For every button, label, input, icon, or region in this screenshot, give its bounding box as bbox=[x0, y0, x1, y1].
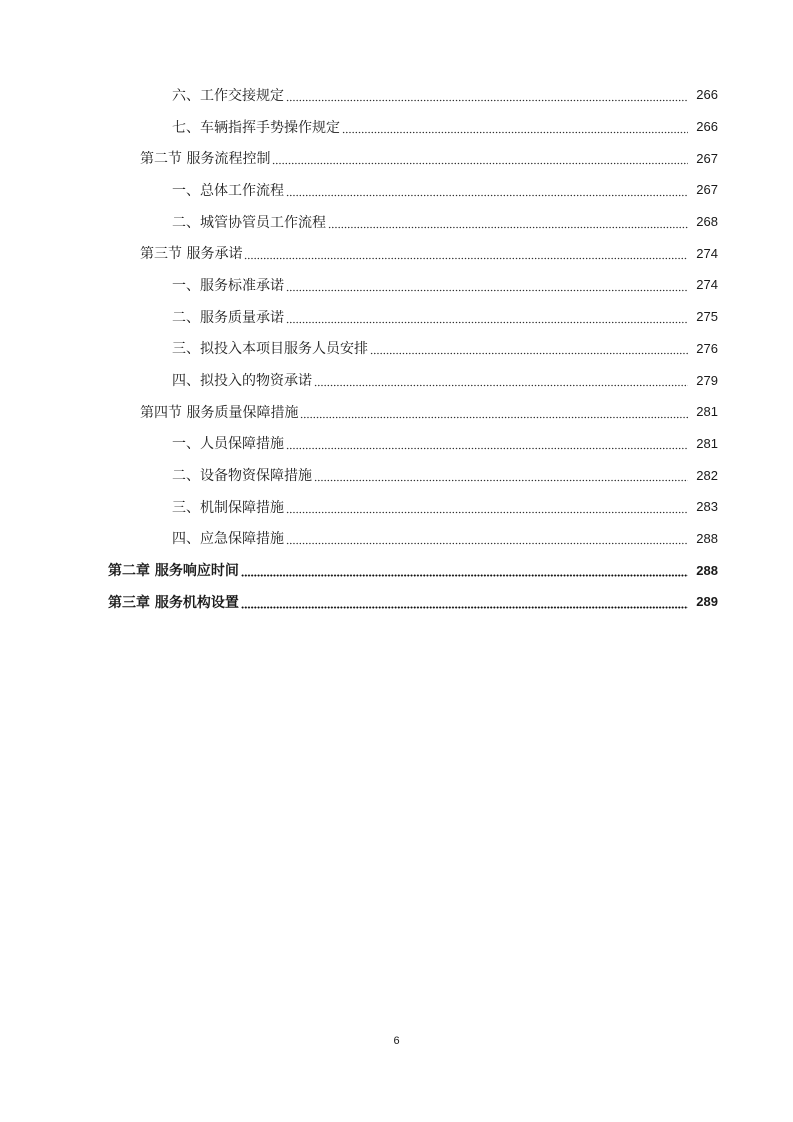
toc-entry-label: 三、拟投入本项目服务人员安排 bbox=[172, 341, 368, 358]
toc-section-entry[interactable] bbox=[0, 142, 793, 174]
toc-entry-label: 四、应急保障措施 bbox=[172, 531, 284, 548]
toc-entry-page: 275 bbox=[696, 309, 718, 325]
toc-entry-page: 288 bbox=[696, 562, 718, 578]
toc-entry-page: 282 bbox=[696, 467, 718, 483]
toc-chapter-entry[interactable] bbox=[0, 586, 793, 618]
dot-leader bbox=[286, 503, 688, 517]
toc-entry-label: 二、城管协管员工作流程 bbox=[172, 214, 326, 231]
dot-leader bbox=[241, 566, 688, 580]
toc-entry[interactable] bbox=[0, 206, 793, 238]
dot-leader bbox=[241, 598, 688, 612]
toc-entry[interactable] bbox=[0, 333, 793, 365]
toc-entry-label: 第三章 服务机构设置 bbox=[108, 594, 239, 611]
dot-leader bbox=[342, 123, 688, 137]
dot-leader bbox=[286, 186, 688, 200]
toc-entry[interactable] bbox=[0, 428, 793, 460]
dot-leader bbox=[314, 376, 688, 390]
toc-entry-label: 三、机制保障措施 bbox=[172, 499, 284, 516]
toc-entry-page: 266 bbox=[696, 87, 718, 103]
dot-leader bbox=[272, 154, 688, 168]
page-number: 6 bbox=[393, 1035, 400, 1047]
dot-leader bbox=[244, 249, 688, 263]
toc-entry[interactable] bbox=[0, 491, 793, 523]
toc-entry-label: 第四节 服务质量保障措施 bbox=[140, 404, 299, 421]
dot-leader bbox=[328, 218, 688, 232]
toc-entry[interactable] bbox=[0, 111, 793, 143]
dot-leader bbox=[286, 91, 688, 105]
toc-entry-page: 274 bbox=[696, 245, 718, 261]
toc-chapter-entry[interactable] bbox=[0, 554, 793, 586]
dot-leader bbox=[286, 534, 688, 548]
toc-entry[interactable] bbox=[0, 459, 793, 491]
dot-leader bbox=[286, 439, 688, 453]
toc-entry-page: 281 bbox=[696, 435, 718, 451]
toc-entry-label: 二、服务质量承诺 bbox=[172, 309, 284, 326]
toc-entry-page: 276 bbox=[696, 340, 718, 356]
toc-section-entry[interactable] bbox=[0, 237, 793, 269]
toc-entry-label: 第三节 服务承诺 bbox=[140, 246, 243, 263]
dot-leader bbox=[286, 281, 688, 295]
toc-entry[interactable] bbox=[0, 301, 793, 333]
toc-entry-label: 二、设备物资保障措施 bbox=[172, 468, 312, 485]
table-of-contents bbox=[0, 79, 793, 618]
dot-leader bbox=[286, 313, 688, 327]
toc-section-entry[interactable] bbox=[0, 396, 793, 428]
toc-entry-page: 279 bbox=[696, 372, 718, 388]
toc-entry-page: 267 bbox=[696, 150, 718, 166]
toc-entry-label: 七、车辆指挥手势操作规定 bbox=[172, 119, 340, 136]
toc-entry-page: 281 bbox=[696, 404, 718, 420]
toc-entry-label: 第二节 服务流程控制 bbox=[140, 151, 271, 168]
toc-entry-page: 283 bbox=[696, 499, 718, 515]
dot-leader bbox=[370, 344, 688, 358]
toc-entry-page: 288 bbox=[696, 530, 718, 546]
toc-entry-page: 274 bbox=[696, 277, 718, 293]
toc-entry[interactable] bbox=[0, 174, 793, 206]
toc-entry-label: 一、服务标准承诺 bbox=[172, 277, 284, 294]
toc-entry[interactable] bbox=[0, 523, 793, 555]
toc-entry[interactable] bbox=[0, 79, 793, 111]
toc-entry[interactable] bbox=[0, 269, 793, 301]
dot-leader bbox=[314, 471, 688, 485]
toc-entry-label: 第二章 服务响应时间 bbox=[108, 563, 239, 580]
toc-entry-label: 一、总体工作流程 bbox=[172, 182, 284, 199]
toc-entry-page: 266 bbox=[696, 119, 718, 135]
toc-entry-label: 六、工作交接规定 bbox=[172, 87, 284, 104]
toc-entry-label: 四、拟投入的物资承诺 bbox=[172, 373, 312, 390]
toc-entry-page: 289 bbox=[696, 594, 718, 610]
toc-entry[interactable] bbox=[0, 364, 793, 396]
dot-leader bbox=[300, 408, 688, 422]
toc-entry-page: 267 bbox=[696, 182, 718, 198]
toc-entry-page: 268 bbox=[696, 214, 718, 230]
toc-entry-label: 一、人员保障措施 bbox=[172, 436, 284, 453]
